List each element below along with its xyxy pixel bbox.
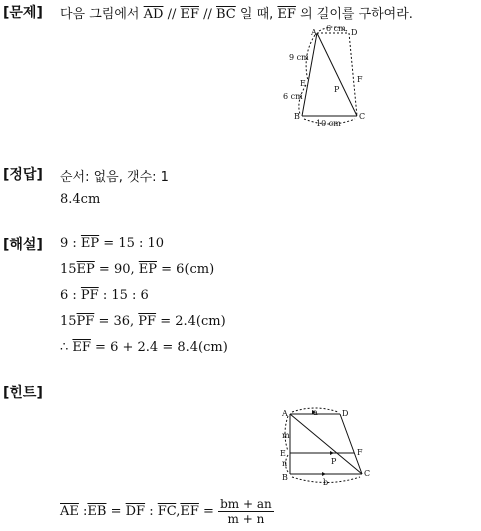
explanation-line-1: 9 : $\overline{EP} = 15$ : 10 [60, 236, 165, 251]
fraction-denominator: m + n [227, 512, 265, 526]
hint-vertex-d: D [342, 409, 349, 418]
vertex-b: B [294, 112, 300, 121]
segment-ef: $\overline{EF}$ [180, 7, 199, 22]
explanation-line-5: ∴ $\overline{EF} = 6 + 2.4 = 8.4(cm)$ [60, 340, 228, 355]
hint-point-f: F [357, 448, 363, 457]
hint-fraction [218, 497, 274, 526]
point-e: E [300, 79, 306, 88]
point-f: F [357, 75, 363, 84]
explanation-line-3: 6 : $\overline{PF}$ : 15 : 6 [60, 288, 149, 303]
vertex-d: D [351, 28, 358, 37]
problem-figure [280, 25, 380, 130]
fraction-numerator: bm + an [220, 497, 272, 511]
segment-ef-2: $\overline{EF}$ [277, 7, 296, 22]
length-ae: 9 cm [289, 53, 309, 62]
answer-label: [정답] [3, 167, 43, 183]
line-dc [349, 33, 357, 116]
explanation-line-4: $15\overline{PF} = 36$, $\overline{PF} = 2.4(cm)$ [60, 314, 226, 329]
hint-label-n: n [282, 459, 288, 468]
answer-value: 8.4cm [60, 192, 101, 207]
point-p: P [334, 85, 340, 94]
explanation-line-2: $15\overline{EP} = 90$, $\overline{EP} = 6(cm)$ [60, 262, 215, 277]
hint-vertex-a: A [282, 409, 288, 418]
vertex-a: A [311, 28, 317, 37]
answer-meta: 순서: 없음, 갯수: 1 [60, 170, 169, 185]
hint-label: [힌트] [3, 385, 43, 401]
line-ab [302, 33, 317, 116]
hint-label-b: b [323, 478, 329, 487]
problem-label: [문제] [3, 5, 43, 21]
segment-ad: $\overline{AD}$ [143, 7, 164, 22]
hint-point-p: P [331, 457, 337, 466]
problem-statement: 다음 그림에서 $\overline{AD} // \overline{EF} // \overline{BC}$ 일 때, $\overline{EF}$ 의 길이를 구하여라. [60, 7, 413, 22]
hint-label-a: a [313, 408, 318, 417]
vertex-c: C [359, 112, 366, 121]
hint-label-m: m [282, 431, 290, 440]
hint-figure [278, 406, 378, 488]
line-ac [317, 33, 357, 116]
explanation-label: [해설] [3, 237, 43, 253]
hint-formula: $\overline{AE}$ $:\overline{EB} = \overline{DF}$ : $\overline{FC},\overline{EF}$ = $\frac{bm + an}{m + n}$ [60, 497, 272, 526]
length-ad: 6 cm [326, 25, 346, 33]
segment-bc: $\overline{BC}$ [216, 7, 236, 22]
hint-vertex-c: C [364, 469, 371, 478]
hint-vertex-b: B [282, 473, 288, 482]
hint-point-e: E [280, 449, 286, 458]
length-bc: 10 cm [316, 119, 341, 128]
length-eb: 6 cm [283, 92, 303, 101]
